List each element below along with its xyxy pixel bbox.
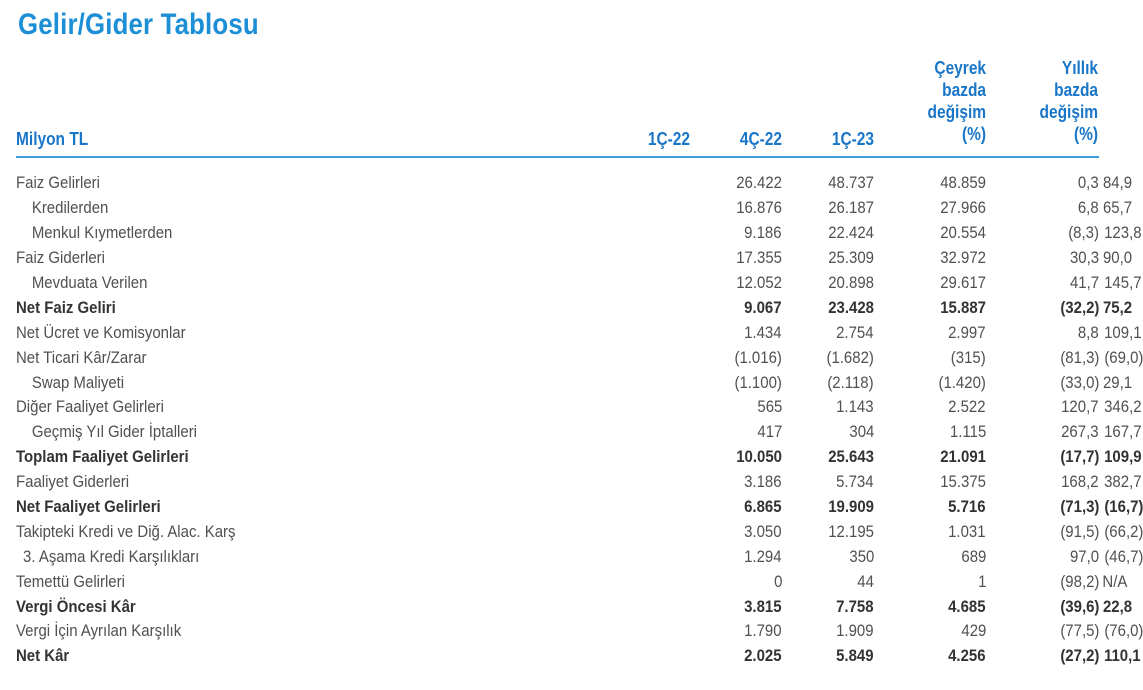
row-value: 26.187 (828, 198, 874, 218)
row-label-cell (16, 569, 416, 594)
row-label-cell (16, 295, 416, 320)
header-divider (16, 156, 1099, 158)
row-value: 29.617 (940, 273, 986, 292)
row-value-cell (782, 519, 874, 544)
row-value-cell (874, 221, 986, 246)
table-row (16, 594, 1099, 619)
table-row (16, 470, 1099, 495)
row-value: (1.100) (734, 372, 782, 392)
row-value-cell (874, 395, 986, 420)
row-value-cell (986, 295, 1099, 320)
row-value-cell (782, 370, 874, 395)
row-value-cell (782, 470, 874, 495)
row-value: 25.309 (828, 248, 874, 268)
row-value: 5.849 (836, 646, 874, 666)
row-label-cell (16, 619, 416, 644)
row-value: 22.424 (828, 223, 874, 243)
row-label: 3. Aşama Kredi Karşılıkları (23, 546, 200, 566)
row-value-cell (986, 619, 1099, 644)
row-value-cell (782, 320, 874, 345)
row-value-cell (986, 345, 1099, 370)
row-value: 4.685 (948, 596, 986, 616)
row-value: (33,0) (1059, 372, 1099, 392)
row-label: Swap Maliyeti (31, 372, 125, 392)
row-value: 3.815 (744, 596, 782, 616)
row-value: 120,7 (1061, 397, 1099, 417)
row-value: 110,1 (1103, 646, 1141, 666)
row-value-cell (782, 420, 874, 445)
row-value: 1.143 (836, 397, 874, 417)
row-value: 1 (977, 571, 986, 591)
row-value-cell (874, 495, 986, 520)
row-value: 48.737 (828, 173, 874, 193)
row-value-cell (782, 644, 874, 669)
row-value: 5.716 (948, 497, 986, 517)
row-value-cell (986, 196, 1099, 221)
row-value-cell (874, 544, 986, 569)
row-label-cell (16, 370, 416, 395)
column-header-1q23: 1Ç-23 (831, 129, 874, 149)
row-value-cell (986, 320, 1099, 345)
row-value: 3.050 (744, 521, 782, 541)
row-value-cell (874, 246, 986, 271)
row-value: 20.898 (828, 273, 874, 292)
row-value-cell (874, 644, 986, 669)
row-value: 1.031 (948, 521, 986, 541)
row-value: 304 (849, 422, 874, 442)
row-value-cell (416, 196, 782, 221)
row-value-cell (416, 221, 782, 246)
table-row (16, 271, 1099, 296)
header-line: değişim (927, 102, 986, 122)
row-value-cell (986, 594, 1099, 619)
row-label: Vergi Öncesi Kâr (16, 596, 136, 616)
row-value: (32,2) (1059, 297, 1099, 317)
row-value-cell (986, 395, 1099, 420)
row-label-cell (16, 544, 416, 569)
row-value: 6,8 (1078, 198, 1099, 218)
row-value-cell (416, 619, 782, 644)
row-value-cell (874, 196, 986, 221)
row-value-cell (782, 569, 874, 594)
row-value: 12.195 (828, 521, 874, 541)
table-row (16, 420, 1099, 445)
row-value: 48.859 (940, 173, 986, 193)
row-value-cell (782, 221, 874, 246)
row-value: 32.972 (940, 248, 986, 268)
header-line: bazda (942, 80, 986, 100)
row-value-cell (782, 271, 874, 296)
row-value: 145,7 (1104, 273, 1142, 292)
row-value: 27.966 (940, 198, 986, 218)
row-value-cell (416, 420, 782, 445)
header-line: (%) (1073, 124, 1098, 144)
row-value: 9.067 (744, 297, 782, 317)
row-label: Faiz Giderleri (16, 248, 105, 268)
row-label-cell (16, 196, 416, 221)
row-label-cell (16, 345, 416, 370)
header-line: Yıllık (1061, 58, 1098, 78)
row-value-cell (986, 445, 1099, 470)
header-line: (%) (961, 124, 986, 144)
page-title: Gelir/Gider Tablosu (18, 8, 259, 41)
row-value-cell (874, 345, 986, 370)
row-value: (8,3) (1068, 223, 1099, 243)
row-value-cell (874, 569, 986, 594)
row-value: 429 (961, 621, 986, 641)
table-row (16, 519, 1099, 544)
row-value-cell (874, 370, 986, 395)
row-value-cell (782, 395, 874, 420)
row-value: 25.643 (828, 447, 874, 467)
row-value: (66,2) (1104, 521, 1143, 541)
row-value-cell (874, 320, 986, 345)
row-value-cell (416, 594, 782, 619)
row-value-cell (416, 171, 782, 196)
row-label-cell (16, 420, 416, 445)
row-value-cell (874, 420, 986, 445)
row-value: 8,8 (1078, 322, 1099, 342)
column-header-1q22: 1Ç-22 (647, 129, 690, 149)
row-value: 2.522 (948, 397, 986, 417)
row-label: Net Faaliyet Gelirleri (16, 497, 161, 517)
table-row (16, 246, 1099, 271)
row-value-cell (416, 320, 782, 345)
row-label-cell (16, 445, 416, 470)
row-value-cell (986, 246, 1099, 271)
row-value: (39,6) (1059, 596, 1099, 616)
row-value-cell (782, 196, 874, 221)
row-value: 17.355 (736, 248, 782, 268)
row-value: 23.428 (828, 297, 874, 317)
row-label: Vergi İçin Ayrılan Karşılık (16, 621, 182, 641)
row-value: 2.997 (948, 322, 986, 342)
row-value-cell (416, 246, 782, 271)
row-label: Net Faiz Geliri (16, 297, 116, 317)
row-value: 41,7 (1069, 273, 1099, 292)
row-value: 565 (757, 397, 782, 417)
header-line: Çeyrek (934, 58, 986, 78)
row-value: (91,5) (1059, 521, 1099, 541)
row-value: (1.682) (826, 347, 874, 367)
row-value-cell (874, 594, 986, 619)
row-value: 382,7 (1104, 472, 1142, 492)
row-value-cell (986, 171, 1099, 196)
row-label: Faaliyet Giderleri (16, 472, 130, 492)
row-label: Menkul Kıymetlerden (31, 223, 173, 243)
row-value-cell (416, 470, 782, 495)
row-value: 0,3 (1078, 173, 1099, 193)
table-row (16, 395, 1099, 420)
row-value-cell (416, 295, 782, 320)
row-value: 109,1 (1104, 322, 1142, 342)
table-row (16, 569, 1099, 594)
row-value: (77,5) (1059, 621, 1099, 641)
row-label-cell (16, 495, 416, 520)
row-value: 30,3 (1069, 248, 1099, 268)
row-value: (46,7) (1104, 546, 1143, 566)
row-value: (17,7) (1059, 447, 1099, 467)
row-value: 2.754 (836, 322, 874, 342)
column-header-yearly-change (1039, 57, 1098, 145)
row-value: 168,2 (1061, 472, 1099, 492)
column-header-quarterly-change (927, 57, 986, 145)
row-value-cell (416, 345, 782, 370)
row-value-cell (986, 221, 1099, 246)
row-value: 109,9 (1104, 447, 1142, 467)
header-line: değişim (1039, 102, 1098, 122)
row-label: Diğer Faaliyet Gelirleri (16, 397, 164, 417)
row-value-cell (986, 644, 1099, 669)
table-row (16, 345, 1099, 370)
table-row (16, 295, 1099, 320)
table-row (16, 495, 1099, 520)
row-value: 167,7 (1104, 422, 1142, 442)
row-value-cell (416, 495, 782, 520)
row-label: Geçmiş Yıl Gider İptalleri (31, 422, 198, 442)
row-value-cell (874, 519, 986, 544)
row-label: Toplam Faaliyet Gelirleri (16, 447, 189, 467)
row-value: (315) (951, 347, 986, 367)
row-value-cell (416, 271, 782, 296)
row-value-cell (874, 470, 986, 495)
row-value: 417 (757, 422, 782, 442)
row-value: 29,1 (1102, 372, 1133, 392)
row-label: Net Kâr (16, 646, 70, 666)
row-value: 97,0 (1069, 546, 1099, 566)
row-value-cell (416, 395, 782, 420)
column-header-4q22: 4Ç-22 (739, 129, 782, 149)
header-line: bazda (1054, 80, 1098, 100)
row-value: (2.118) (827, 372, 874, 392)
table-row (16, 370, 1099, 395)
row-value: 9.186 (744, 223, 782, 243)
row-value: 15.375 (940, 472, 986, 492)
table-row (16, 221, 1099, 246)
row-value: 0 (773, 571, 782, 591)
row-value-cell (986, 470, 1099, 495)
row-value-cell (782, 246, 874, 271)
row-label: Net Ticari Kâr/Zarar (16, 347, 147, 367)
row-value-cell (874, 619, 986, 644)
row-value: 5.734 (836, 472, 874, 492)
row-value-cell (874, 295, 986, 320)
row-value: (69,0) (1104, 347, 1143, 367)
row-value-cell (416, 644, 782, 669)
row-value: 1.909 (836, 621, 874, 641)
row-value: 7.758 (836, 596, 874, 616)
row-value: 6.865 (744, 497, 782, 517)
row-label: Temettü Gelirleri (16, 571, 125, 591)
row-value: (16,7) (1104, 497, 1143, 517)
table-row (16, 320, 1099, 345)
row-value: (98,2) (1059, 571, 1099, 591)
row-label: Kredilerden (31, 198, 109, 218)
row-value: 16.876 (736, 198, 782, 218)
row-value-cell (986, 370, 1099, 395)
row-value: 15.887 (940, 297, 986, 317)
row-value-cell (416, 519, 782, 544)
row-value-cell (782, 345, 874, 370)
row-value: 90,0 (1102, 248, 1133, 268)
row-value: 267,3 (1061, 422, 1099, 442)
table-row (16, 619, 1099, 644)
row-value: 4.256 (948, 646, 986, 666)
row-value-cell (782, 619, 874, 644)
row-label: Takipteki Kredi ve Diğ. Alac. Karş (16, 521, 236, 541)
row-value: (81,3) (1059, 347, 1099, 367)
row-value: 3.186 (744, 472, 782, 492)
row-value-cell (782, 544, 874, 569)
row-value: 75,2 (1102, 297, 1133, 317)
table-row (16, 644, 1099, 669)
row-value: 44 (857, 571, 874, 591)
row-value: 350 (849, 546, 874, 566)
table-row (16, 544, 1099, 569)
row-value-cell (986, 519, 1099, 544)
row-value: 2.025 (744, 646, 782, 666)
row-value: 123,8 (1104, 223, 1142, 243)
row-value-cell (874, 271, 986, 296)
row-label-cell (16, 644, 416, 669)
row-value-cell (416, 544, 782, 569)
row-value-cell (416, 569, 782, 594)
row-label-cell (16, 271, 416, 296)
row-value: 19.909 (828, 497, 874, 517)
row-value-cell (782, 171, 874, 196)
row-value-cell (782, 445, 874, 470)
row-value: (71,3) (1059, 497, 1099, 517)
row-label-cell (16, 221, 416, 246)
income-expense-table (16, 171, 1143, 669)
row-value: 84,9 (1102, 173, 1133, 193)
table-row (16, 196, 1099, 221)
row-value: (1.016) (734, 347, 782, 367)
table-body (16, 171, 1143, 669)
row-label-cell (16, 395, 416, 420)
row-value: (1.420) (938, 372, 986, 392)
row-value: 346,2 (1104, 397, 1142, 417)
row-value: 22,8 (1102, 596, 1133, 616)
row-value-cell (986, 544, 1099, 569)
row-label: Faiz Gelirleri (16, 173, 100, 193)
row-label-cell (16, 519, 416, 544)
row-value-cell (986, 271, 1099, 296)
table-row (16, 445, 1099, 470)
row-value-cell (416, 370, 782, 395)
row-value-cell (874, 445, 986, 470)
row-value: (76,0) (1104, 621, 1143, 641)
row-value: 65,7 (1102, 198, 1133, 218)
row-value: 20.554 (940, 223, 986, 243)
row-value-cell (782, 594, 874, 619)
row-label-cell (16, 246, 416, 271)
row-value-cell (986, 569, 1099, 594)
row-value-cell (986, 495, 1099, 520)
row-value-cell (874, 171, 986, 196)
row-value: 10.050 (736, 447, 782, 467)
row-value: 1.434 (744, 322, 782, 342)
row-label: Mevduata Verilen (31, 273, 148, 292)
row-value-cell (782, 495, 874, 520)
row-value: 21.091 (940, 447, 986, 467)
row-value: N/A (1102, 571, 1128, 591)
table-row (16, 171, 1099, 196)
row-value-cell (986, 420, 1099, 445)
row-value: 1.294 (744, 546, 782, 566)
row-label-cell (16, 470, 416, 495)
row-value-cell (416, 445, 782, 470)
row-value: 1.790 (744, 621, 782, 641)
row-value: 689 (961, 546, 986, 566)
row-value: 26.422 (736, 173, 782, 193)
unit-label: Milyon TL (16, 129, 89, 149)
row-label-cell (16, 171, 416, 196)
row-value: 12.052 (736, 273, 782, 292)
row-label: Net Ücret ve Komisyonlar (16, 322, 186, 342)
row-label-cell (16, 594, 416, 619)
row-label-cell (16, 320, 416, 345)
row-value: (27,2) (1059, 646, 1099, 666)
row-value: 1.115 (949, 422, 986, 442)
row-value-cell (782, 295, 874, 320)
